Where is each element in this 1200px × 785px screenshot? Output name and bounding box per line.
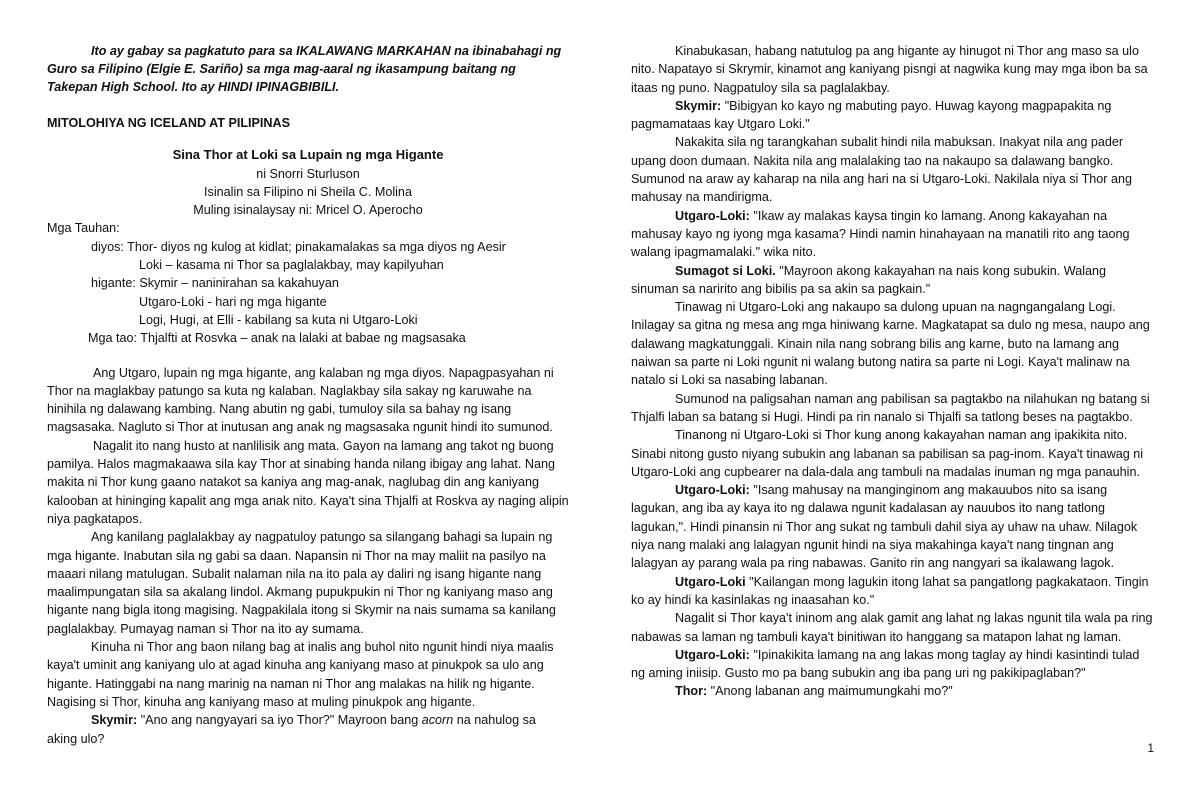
section-heading: MITOLOHIYA NG ICELAND AT PILIPINAS (47, 116, 291, 130)
speaker-name: Utgaro-Loki: (675, 208, 750, 223)
story-reteller: Muling isinalaysay ni: Mricel O. Aperocho (193, 203, 423, 218)
characters-label: Mga Tauhan: (47, 221, 120, 236)
story-paragraph: Tinanong ni Utgaro-Loki si Thor kung anong kakayahan naman ang ipakikita nito. Sinabi nitong gusto niyang subukin ang labanan sa pabilisan sa pag-inom. Kaya't tinawag ni Utgaro-Loki ang cupbearer na dala-dala ang tambuli na madalas inuman ng mga panauhin. (631, 428, 1144, 479)
character-line: diyos: Thor- diyos ng kulog at kidlat; pinakamalakas sa mga diyos ng Aesir (91, 239, 506, 254)
character-line: higante: Skymir – naninirahan sa kakahuyan (91, 276, 339, 291)
story-paragraph: Nagalit si Thor kaya't ininom ang alak gamit ang lahat ng lakas ngunit tila wala pa ring nabawas sa laman ng tambuli kaya't binitiwan ito hanggang sa matapon lahat ng laman. (631, 611, 1153, 644)
character-line: Utgaro-Loki - hari ng mga higante (139, 294, 327, 309)
dialogue-text: "Ipinakikita lamang na ang lakas mong taglay ay hindi kasintindi tulad ng aming iniisip. Gusto mo pa bang subukin ang iba pang uri ng pakikipaglaban?" (631, 647, 1140, 681)
intro-notice: Ito ay gabay sa pagkatuto para sa IKALAWANG MARKAHAN na ibinabahagi ng Guro sa Filipino (Elgie E. Sariño) sa mga mag-aaral ng ikasampung baitang ng Takepan High School. Ito ay HINDI IPINAGBIBILI. (47, 44, 562, 94)
speaker-name: Utgaro-Loki (675, 574, 746, 589)
dialogue-line (631, 682, 1154, 700)
dialogue-text: "Ano ang nangyayari sa iyo Thor?" Mayroon bang (137, 713, 422, 728)
dialogue-text: "Ikaw ay malakas kaysa tingin ko lamang. Anong kakayahan na mahusay kayo ng iyong mga kasama? Hindi namin hinahayaan na manatili rito ang taong walang ipagmamalaki." wika nito. (631, 208, 1130, 260)
story-author: ni Snorri Sturluson (256, 166, 360, 181)
dialogue-line (631, 97, 1154, 134)
speaker-name: Skymir: (675, 98, 722, 113)
left-column (47, 42, 569, 748)
story-paragraph: Ang kanilang paglalakbay ay nagpatuloy patungo sa silangang bahagi sa lupain ng mga higante. Inabutan sila ng gabi sa daan. Napansin ni Thor na may maliit na pasilyo na maaari nilang matulugan. Subalit nalaman nila na ito pala ay daliri ng isang higante nang maalimpungatan sila sa akalang lindol. Akmang pupukpukin ni Thor ng kaniyang maso ang higante nang bigla itong magising. Nagpakilala itong si Skymir na nais sumama sa kanilang paglalakbay. Pumayag naman si Thor na ito ay sumama. (47, 530, 556, 636)
dialogue-line (631, 481, 1154, 572)
speaker-name: Utgaro-Loki: (675, 647, 750, 662)
story-translator: Isinalin sa Filipino ni Sheila C. Molina (204, 184, 412, 199)
dialogue-text: "Bibigyan ko kayo ng mabuting payo. Huwag kayong magpapakita ng pagmamataas kay Utgaro Loki." (631, 98, 1112, 132)
speaker-name: Thor: (675, 684, 708, 699)
spacer (47, 348, 569, 364)
dialogue-text: "Isang mahusay na manginginom ang makauubos nito sa isang lagukan, ang iba ay kaya ito ng dalawa ngunit kadalasan ay nauubos ito nang tatlong lagukan,". Hindi pinansin ni Thor ang sukat ng tambuli dahil siya ay uhaw na uhaw. Nilagok niya nang malaki ang lalagyan ngunit hindi na siya makahinga kaya't nang tingnan ang lalagyan ay parang wala pa ring nabawas. Ganito rin ang nangyari sa ikalawang lagok. (631, 483, 1138, 571)
story-paragraph: Nakakita sila ng tarangkahan subalit hindi nila mabuksan. Inakyat nila ang pader upang doon dumaan. Nakita nila ang malalaking tao na nakaupo sa dalawang bangko. Sumunod na araw ay kaharap na nila ang hari na si Utgaro-Loki. Nakilala niya si Thor ang mahusay na mandirigma. (631, 135, 1133, 205)
right-column (631, 42, 1154, 701)
dialogue-text: "Kailangan mong lagukin itong lahat sa pangatlong pagkakataon. Tingin ko ay hindi ka kasinlakas ng inaasahan ko." (631, 574, 1149, 607)
speaker-name: Skymir: (91, 713, 138, 728)
dialogue-text: "Mayroon akong kakayahan na nais kong subukin. Walang sinuman sa naririto ang bibilis pa sa akin sa pagkain." (631, 263, 1107, 296)
character-line: Logi, Hugi, at Elli - kabilang sa kuta ni Utgaro-Loki (139, 312, 418, 327)
dialogue-text: "Anong labanan ang maimumungkahi mo?" (707, 684, 953, 699)
dialogue-line (631, 646, 1154, 683)
speaker-name: Utgaro-Loki: (675, 483, 750, 498)
dialogue-italic-word: acorn (421, 713, 454, 728)
dialogue-line (631, 207, 1154, 262)
story-paragraph: Nagalit ito nang husto at nanlilisik ang mata. Gayon na lamang ang takot ng buong pamilya. Halos magmakaawa sila kay Thor at sinabing handa nilang ibigay ang lahat. Nang makita ni Thor kung gaano natakot sa kaniya ang mag-anak, naglubag din ang kaniyang kalooban at hininging kapalit ang mga anak nito. Kaya't sina Thjalfi at Roskva ay naging alipin niya pagkatapos. (47, 438, 569, 526)
character-line: Mga tao: Thjalfti at Rosvka – anak na lalaki at babae ng magsasaka (88, 331, 466, 346)
dialogue-line (47, 711, 569, 748)
story-paragraph: Kinuha ni Thor ang baon nilang bag at inalis ang buhol nito ngunit hindi niya maalis kaya't uminit ang kaniyang ulo at agad kinuha ang kaniyang maso at pinukpok sa ulo ang higante. Hatinggabi na nang marinig na naman ni Thor ang malakas na hilik ng higante. Nagising si Thor, kinuha ang kaniyang maso at muling pinukpok ang higante. (47, 640, 554, 709)
dialogue-line (631, 262, 1154, 299)
story-paragraph: Sumunod na paligsahan naman ang pabilisan sa pagtakbo na nilahukan ng batang si Thjalfi laban sa batang si Hugi. Hindi pa rin nanalo si Thjalfi sa tatlong beses na pagtakbo. (631, 391, 1150, 424)
story-paragraph: Ang Utgaro, lupain ng mga higante, ang kalaban ng mga diyos. Napagpasyahan ni Thor na maglakbay patungo sa kuta ng kalaban. Naglakbay sila sakay ng karuwahe na hinihila ng dalawang kambing. Nang abutin ng gabi, tumuloy sila sa bahay ng isang magsasaka. Nagluto si Thor at inutusan ang anak ng magsasaka ngunit hindi ito sumunod. (47, 365, 554, 435)
page-number: 1 (1147, 740, 1154, 755)
story-paragraph: Tinawag ni Utgaro-Loki ang nakaupo sa dulong upuan na nagngangalang Logi. Inilagay sa gitna ng mesa ang mga hiniwang karne. Magkatapat sa dulo ng mesa, naupo ang dalawang magkatunggali. Kinain nila nang sobrang bilis ang karne, buto na lamang ang naiwan sa parte ni Loki ngunit ni walang butong natira sa parte ni Logi. Kaya't malinaw na natalo si Loki sa nasabing labanan. (631, 300, 1150, 388)
story-title: Sina Thor at Loki sa Lupain ng mga Higante (172, 147, 444, 163)
dialogue-text: na nahulog sa aking ulo? (47, 713, 536, 746)
character-line: Loki – kasama ni Thor sa paglalakbay, may kapilyuhan (139, 258, 444, 273)
dialogue-line (631, 573, 1154, 610)
speaker-name: Sumagot si Loki. (675, 263, 776, 278)
story-paragraph: Kinabukasan, habang natutulog pa ang higante ay hinugot ni Thor ang maso sa ulo nito. Napatayo si Skrymir, kinamot ang kaniyang pisngi at nagwika kung may mga ibon ba sa itaas ng puno. Nagpatuloy sila sa paglalakbay. (631, 44, 1148, 95)
